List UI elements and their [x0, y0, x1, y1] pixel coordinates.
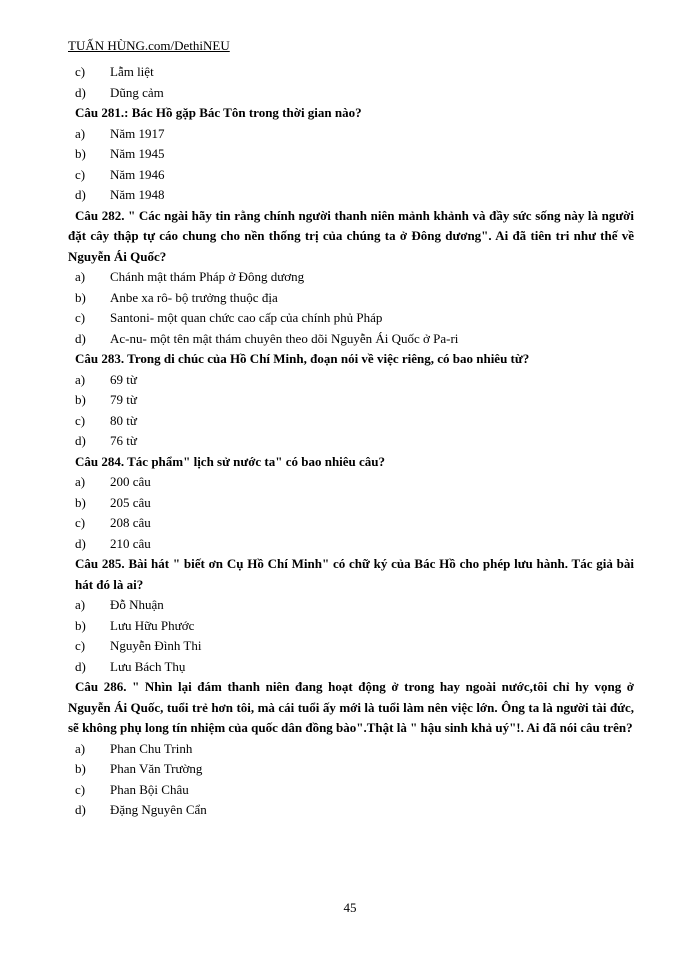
option-text: Santoni- một quan chức cao cấp của chính phủ Pháp: [110, 310, 383, 325]
option-item: [0, 144, 700, 165]
option-item: [0, 288, 700, 309]
option-letter: d): [75, 535, 86, 551]
option-item: [0, 431, 700, 452]
option-text: Phan Chu Trinh: [110, 740, 193, 756]
option-item: [0, 534, 700, 555]
question-282: Câu 282. " Các ngài hãy tin rằng chính người thanh niên mảnh khảnh và đầy sức sống này là người đặt cây thập tự cáo chung cho nền thống trị của chúng ta ở Đông dương". Ai đã tiên tri như thế về Nguyễn Ái Quốc?: [68, 207, 634, 264]
option-item: [0, 595, 700, 616]
option-letter: b): [75, 494, 86, 510]
option-item: [0, 493, 700, 514]
option-item: [0, 780, 700, 801]
option-text: 79 từ: [110, 392, 137, 407]
option-letter: a): [75, 474, 86, 489]
option-letter: b): [75, 146, 86, 161]
option-item: [0, 124, 700, 145]
option-text: Lẫm liệt: [110, 64, 154, 79]
option-item: [0, 370, 700, 391]
option-text: Năm 1948: [110, 187, 165, 202]
option-text: Phan Văn Trường: [110, 761, 203, 776]
option-text: Đỗ Nhuận: [110, 597, 164, 612]
option-text: 200 câu: [110, 474, 151, 489]
option-letter: d): [75, 330, 86, 346]
page-number: 45: [343, 900, 357, 915]
option-letter: a): [75, 125, 86, 141]
option-text: 76 từ: [110, 433, 137, 448]
option-letter: c): [75, 64, 86, 79]
option-item: [0, 739, 700, 760]
option-text: Đặng Nguyên Cẩn: [110, 802, 207, 817]
question-286: Câu 286. " Nhìn lại đám thanh niên đang hoạt động ở trong hay ngoài nước,tôi chỉ hy vọng ở Nguyễn Ái Quốc, tuổi trẻ hơn tôi, mà cái tuổi ấy mới là tuổi làm nên việc lớn. Ông ta là người tài đức, sẽ không phụ long tín nhiệm của quốc dân đồng bào".Thật là " hậu sinh khả uý"!. Ai đã nói câu trên?: [68, 679, 634, 735]
option-letter: c): [75, 310, 86, 325]
option-text: Phan Bội Châu: [110, 781, 189, 797]
option-text: Năm 1945: [110, 146, 165, 161]
option-item: [0, 83, 700, 104]
question-284: Câu 284. Tác phẩm" lịch sử nước ta" có bao nhiêu câu?: [75, 453, 386, 469]
option-item: [0, 616, 700, 637]
option-text: Ac-nu- một tên mật thám chuyên theo dõi Nguyễn Ái Quốc ở Pa-ri: [110, 330, 459, 346]
option-item: [0, 165, 700, 186]
option-letter: c): [75, 638, 86, 653]
option-text: Lưu Bách Thụ: [110, 658, 186, 674]
option-item: [0, 411, 700, 432]
option-letter: c): [75, 781, 86, 797]
question-283: Câu 283. Trong di chúc của Hồ Chí Minh, đoạn nói về việc riêng, có bao nhiêu từ?: [75, 351, 530, 366]
page-content: [0, 62, 700, 821]
option-item: [0, 329, 700, 350]
option-letter: a): [75, 371, 86, 387]
option-text: 205 câu: [110, 494, 151, 510]
option-item: [0, 800, 700, 821]
option-text: 208 câu: [110, 515, 151, 530]
option-item: [0, 657, 700, 678]
option-item: [0, 62, 700, 83]
question-281: Câu 281.: Bác Hồ gặp Bác Tôn trong thời gian nào?: [75, 105, 362, 120]
option-text: Năm 1946: [110, 166, 165, 182]
option-letter: a): [75, 269, 86, 284]
option-item: [0, 513, 700, 534]
option-letter: b): [75, 392, 86, 407]
option-item: [0, 759, 700, 780]
option-text: Năm 1917: [110, 125, 165, 141]
option-letter: c): [75, 166, 86, 182]
option-item: [0, 308, 700, 329]
option-text: Chánh mật thám Pháp ở Đông dương: [110, 269, 305, 284]
option-item: [0, 267, 700, 288]
option-text: 210 câu: [110, 535, 151, 551]
option-text: 80 từ: [110, 412, 137, 428]
option-letter: a): [75, 740, 86, 756]
option-item: [0, 390, 700, 411]
option-item: [0, 185, 700, 206]
option-letter: b): [75, 761, 86, 776]
question-285: Câu 285. Bài hát " biết ơn Cụ Hồ Chí Minh" có chữ ký của Bác Hồ cho phép lưu hành. Tác giả bài hát đó là ai?: [75, 556, 634, 592]
option-letter: d): [75, 84, 86, 100]
option-letter: a): [75, 597, 86, 612]
option-letter: d): [75, 187, 86, 202]
option-text: Nguyễn Đình Thi: [110, 638, 202, 653]
option-letter: d): [75, 802, 86, 817]
option-item: [0, 472, 700, 493]
option-text: Lưu Hữu Phước: [110, 617, 195, 633]
page-header: TUẤN HÙNG.com/DethiNEU: [68, 38, 230, 53]
option-letter: d): [75, 658, 86, 674]
option-letter: c): [75, 515, 86, 530]
option-letter: d): [75, 433, 86, 448]
option-text: Anbe xa rô- bộ trưởng thuộc địa: [110, 289, 278, 305]
option-text: Dũng cảm: [110, 84, 164, 100]
option-letter: c): [75, 412, 86, 428]
option-letter: b): [75, 617, 86, 633]
option-letter: b): [75, 289, 86, 305]
option-text: 69 từ: [110, 371, 137, 387]
option-item: [0, 636, 700, 657]
